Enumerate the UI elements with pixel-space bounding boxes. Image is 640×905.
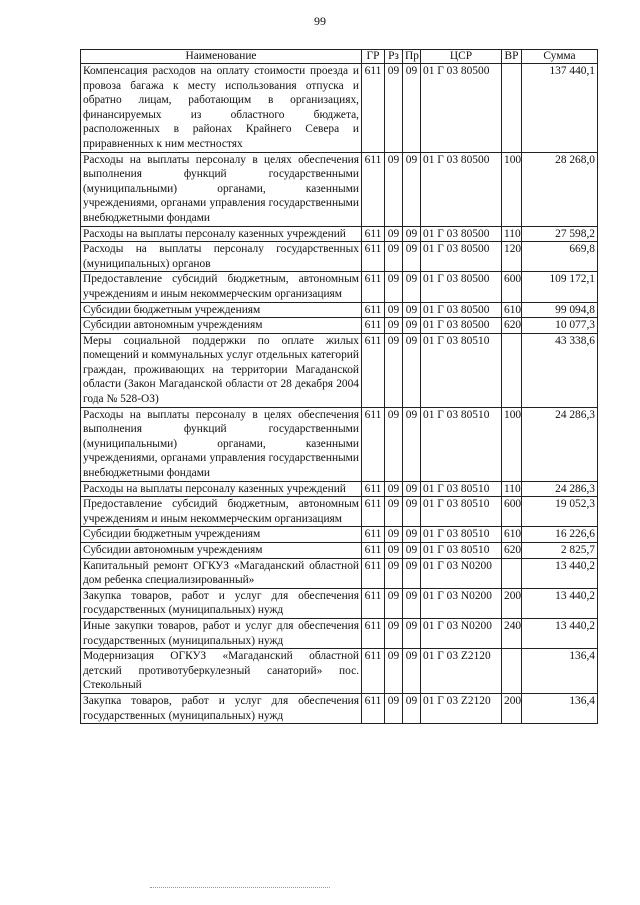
cell-csr: 01 Г 03 80500 — [421, 242, 502, 272]
cell-gr: 611 — [362, 481, 385, 497]
cell-name: Расходы на выплаты персоналу казенных учреждений — [81, 481, 362, 497]
cell-rz: 09 — [385, 588, 403, 618]
cell-name: Субсидии бюджетным учреждениям — [81, 527, 362, 543]
cell-sum: 136,4 — [522, 693, 598, 723]
cell-csr: 01 Г 03 80500 — [421, 152, 502, 226]
cell-vr — [502, 64, 522, 153]
cell-name: Капитальный ремонт ОГКУЗ «Магаданский областной дом ребенка специализированный» — [81, 558, 362, 588]
cell-rz: 09 — [385, 693, 403, 723]
cell-csr: 01 Г 03 80510 — [421, 527, 502, 543]
cell-pr: 09 — [403, 693, 421, 723]
cell-name: Субсидии автономным учреждениям — [81, 543, 362, 559]
cell-csr: 01 Г 03 80500 — [421, 302, 502, 318]
table-row — [81, 318, 598, 334]
cell-name: Расходы на выплаты персоналу казенных учреждений — [81, 226, 362, 242]
cell-csr: 01 Г 03 80510 — [421, 497, 502, 527]
cell-sum: 13 440,2 — [522, 558, 598, 588]
cell-sum: 43 338,6 — [522, 333, 598, 407]
cell-rz: 09 — [385, 649, 403, 694]
cell-vr: 610 — [502, 527, 522, 543]
header-rz: Рз — [385, 50, 403, 64]
cell-gr: 611 — [362, 152, 385, 226]
cell-vr: 100 — [502, 407, 522, 481]
cell-rz: 09 — [385, 302, 403, 318]
cell-rz: 09 — [385, 242, 403, 272]
cell-pr: 09 — [403, 558, 421, 588]
table-row — [81, 649, 598, 694]
cell-pr: 09 — [403, 497, 421, 527]
cell-csr: 01 Г 03 N0200 — [421, 558, 502, 588]
cell-csr: 01 Г 03 80500 — [421, 64, 502, 153]
table-row — [81, 333, 598, 407]
cell-rz: 09 — [385, 333, 403, 407]
cell-rz: 09 — [385, 152, 403, 226]
cell-name: Закупка товаров, работ и услуг для обеспечения государственных (муниципальных) нужд — [81, 588, 362, 618]
cell-gr: 611 — [362, 318, 385, 334]
header-vr: ВР — [502, 50, 522, 64]
cell-rz: 09 — [385, 527, 403, 543]
cell-rz: 09 — [385, 272, 403, 302]
cell-pr: 09 — [403, 618, 421, 648]
cell-sum: 19 052,3 — [522, 497, 598, 527]
cell-csr: 01 Г 03 80510 — [421, 407, 502, 481]
cell-gr: 611 — [362, 64, 385, 153]
cell-gr: 611 — [362, 333, 385, 407]
cell-rz: 09 — [385, 407, 403, 481]
table-row — [81, 543, 598, 559]
table-row — [81, 302, 598, 318]
cell-pr: 09 — [403, 481, 421, 497]
cell-pr: 09 — [403, 407, 421, 481]
cell-rz: 09 — [385, 543, 403, 559]
cell-vr: 200 — [502, 693, 522, 723]
cell-csr: 01 Г 03 N0200 — [421, 618, 502, 648]
cell-sum: 669,8 — [522, 242, 598, 272]
table-row — [81, 527, 598, 543]
cell-vr: 610 — [502, 302, 522, 318]
table-row — [81, 407, 598, 481]
cell-sum: 10 077,3 — [522, 318, 598, 334]
cell-rz: 09 — [385, 226, 403, 242]
cell-pr: 09 — [403, 272, 421, 302]
cell-sum: 136,4 — [522, 649, 598, 694]
cell-gr: 611 — [362, 693, 385, 723]
header-name: Наименование — [81, 50, 362, 64]
cell-name: Модернизация ОГКУЗ «Магаданский областной детский противотуберкулезный санаторий» пос. Стекольный — [81, 649, 362, 694]
table-header-row — [81, 50, 598, 64]
cell-pr: 09 — [403, 333, 421, 407]
cell-csr: 01 Г 03 80510 — [421, 481, 502, 497]
cell-sum: 24 286,3 — [522, 407, 598, 481]
cell-name: Предоставление субсидий бюджетным, автономным учреждениям и иным некоммерческим организациям — [81, 497, 362, 527]
cell-gr: 611 — [362, 407, 385, 481]
cell-name: Компенсация расходов на оплату стоимости проезда и провоза багажа к месту использования отпуска и обратно лицам, работающим в организациях, финансируемых из областного бюджета, расположенных в районах Крайнего Севера и приравненных к ним местностях — [81, 64, 362, 153]
cell-pr: 09 — [403, 226, 421, 242]
cell-vr — [502, 649, 522, 694]
cell-gr: 611 — [362, 242, 385, 272]
cell-name: Иные закупки товаров, работ и услуг для обеспечения государственных (муниципальных) нужд — [81, 618, 362, 648]
cell-name: Субсидии автономным учреждениям — [81, 318, 362, 334]
cell-rz: 09 — [385, 558, 403, 588]
cell-pr: 09 — [403, 543, 421, 559]
cell-sum: 13 440,2 — [522, 588, 598, 618]
cell-csr: 01 Г 03 80500 — [421, 226, 502, 242]
cell-pr: 09 — [403, 302, 421, 318]
cell-gr: 611 — [362, 527, 385, 543]
cell-vr — [502, 333, 522, 407]
cell-vr: 110 — [502, 481, 522, 497]
table-row — [81, 497, 598, 527]
cell-name: Расходы на выплаты персоналу государственных (муниципальных) органов — [81, 242, 362, 272]
cell-rz: 09 — [385, 618, 403, 648]
cell-name: Меры социальной поддержки по оплате жилых помещений и коммунальных услуг отдельных категорий граждан, проживающих на территории Магаданской области (Закон Магаданской области от 28 декабря 2004 года № 528-ОЗ) — [81, 333, 362, 407]
cell-vr: 620 — [502, 318, 522, 334]
cell-rz: 09 — [385, 481, 403, 497]
budget-table — [80, 49, 598, 724]
cell-sum: 109 172,1 — [522, 272, 598, 302]
table-row — [81, 242, 598, 272]
cell-name: Закупка товаров, работ и услуг для обеспечения государственных (муниципальных) нужд — [81, 693, 362, 723]
cell-sum: 2 825,7 — [522, 543, 598, 559]
scan-artifact — [150, 887, 330, 889]
table-body — [81, 64, 598, 724]
cell-sum: 16 226,6 — [522, 527, 598, 543]
table-row — [81, 618, 598, 648]
cell-name: Расходы на выплаты персоналу в целях обеспечения выполнения функций государственными (муниципальными) органами, казенными учреждениями, органами управления государственными внебюджетными фондами — [81, 407, 362, 481]
cell-sum: 99 094,8 — [522, 302, 598, 318]
cell-gr: 611 — [362, 558, 385, 588]
cell-vr: 100 — [502, 152, 522, 226]
table-row — [81, 558, 598, 588]
cell-pr: 09 — [403, 242, 421, 272]
cell-rz: 09 — [385, 497, 403, 527]
cell-name: Субсидии бюджетным учреждениям — [81, 302, 362, 318]
cell-csr: 01 Г 03 80510 — [421, 543, 502, 559]
cell-gr: 611 — [362, 588, 385, 618]
cell-vr: 200 — [502, 588, 522, 618]
cell-gr: 611 — [362, 649, 385, 694]
cell-pr: 09 — [403, 64, 421, 153]
cell-csr: 01 Г 03 N0200 — [421, 588, 502, 618]
table-row — [81, 588, 598, 618]
cell-pr: 09 — [403, 318, 421, 334]
cell-gr: 611 — [362, 497, 385, 527]
cell-name: Предоставление субсидий бюджетным, автономным учреждениям и иным некоммерческим организациям — [81, 272, 362, 302]
table-row — [81, 693, 598, 723]
cell-csr: 01 Г 03 80500 — [421, 318, 502, 334]
cell-csr: 01 Г 03 80500 — [421, 272, 502, 302]
header-sum: Сумма — [522, 50, 598, 64]
table-row — [81, 64, 598, 153]
header-csr: ЦСР — [421, 50, 502, 64]
table-row — [81, 152, 598, 226]
cell-csr: 01 Г 03 Z2120 — [421, 693, 502, 723]
cell-name: Расходы на выплаты персоналу в целях обеспечения выполнения функций государственными (муниципальными) органами, казенными учреждениями, органами управления государственными внебюджетными фондами — [81, 152, 362, 226]
cell-sum: 27 598,2 — [522, 226, 598, 242]
cell-vr: 120 — [502, 242, 522, 272]
cell-vr: 110 — [502, 226, 522, 242]
cell-gr: 611 — [362, 272, 385, 302]
header-pr: Пр — [403, 50, 421, 64]
table-row — [81, 272, 598, 302]
cell-pr: 09 — [403, 152, 421, 226]
cell-gr: 611 — [362, 226, 385, 242]
cell-vr: 620 — [502, 543, 522, 559]
cell-vr — [502, 558, 522, 588]
cell-vr: 600 — [502, 272, 522, 302]
cell-sum: 13 440,2 — [522, 618, 598, 648]
cell-csr: 01 Г 03 80510 — [421, 333, 502, 407]
cell-pr: 09 — [403, 649, 421, 694]
cell-csr: 01 Г 03 Z2120 — [421, 649, 502, 694]
cell-sum: 137 440,1 — [522, 64, 598, 153]
header-gr: ГР — [362, 50, 385, 64]
cell-gr: 611 — [362, 302, 385, 318]
cell-pr: 09 — [403, 588, 421, 618]
cell-gr: 611 — [362, 543, 385, 559]
page-number: 99 — [314, 14, 326, 28]
cell-sum: 28 268,0 — [522, 152, 598, 226]
cell-vr: 240 — [502, 618, 522, 648]
cell-rz: 09 — [385, 64, 403, 153]
cell-gr: 611 — [362, 618, 385, 648]
table-row — [81, 226, 598, 242]
table-row — [81, 481, 598, 497]
cell-pr: 09 — [403, 527, 421, 543]
cell-vr: 600 — [502, 497, 522, 527]
cell-rz: 09 — [385, 318, 403, 334]
cell-sum: 24 286,3 — [522, 481, 598, 497]
